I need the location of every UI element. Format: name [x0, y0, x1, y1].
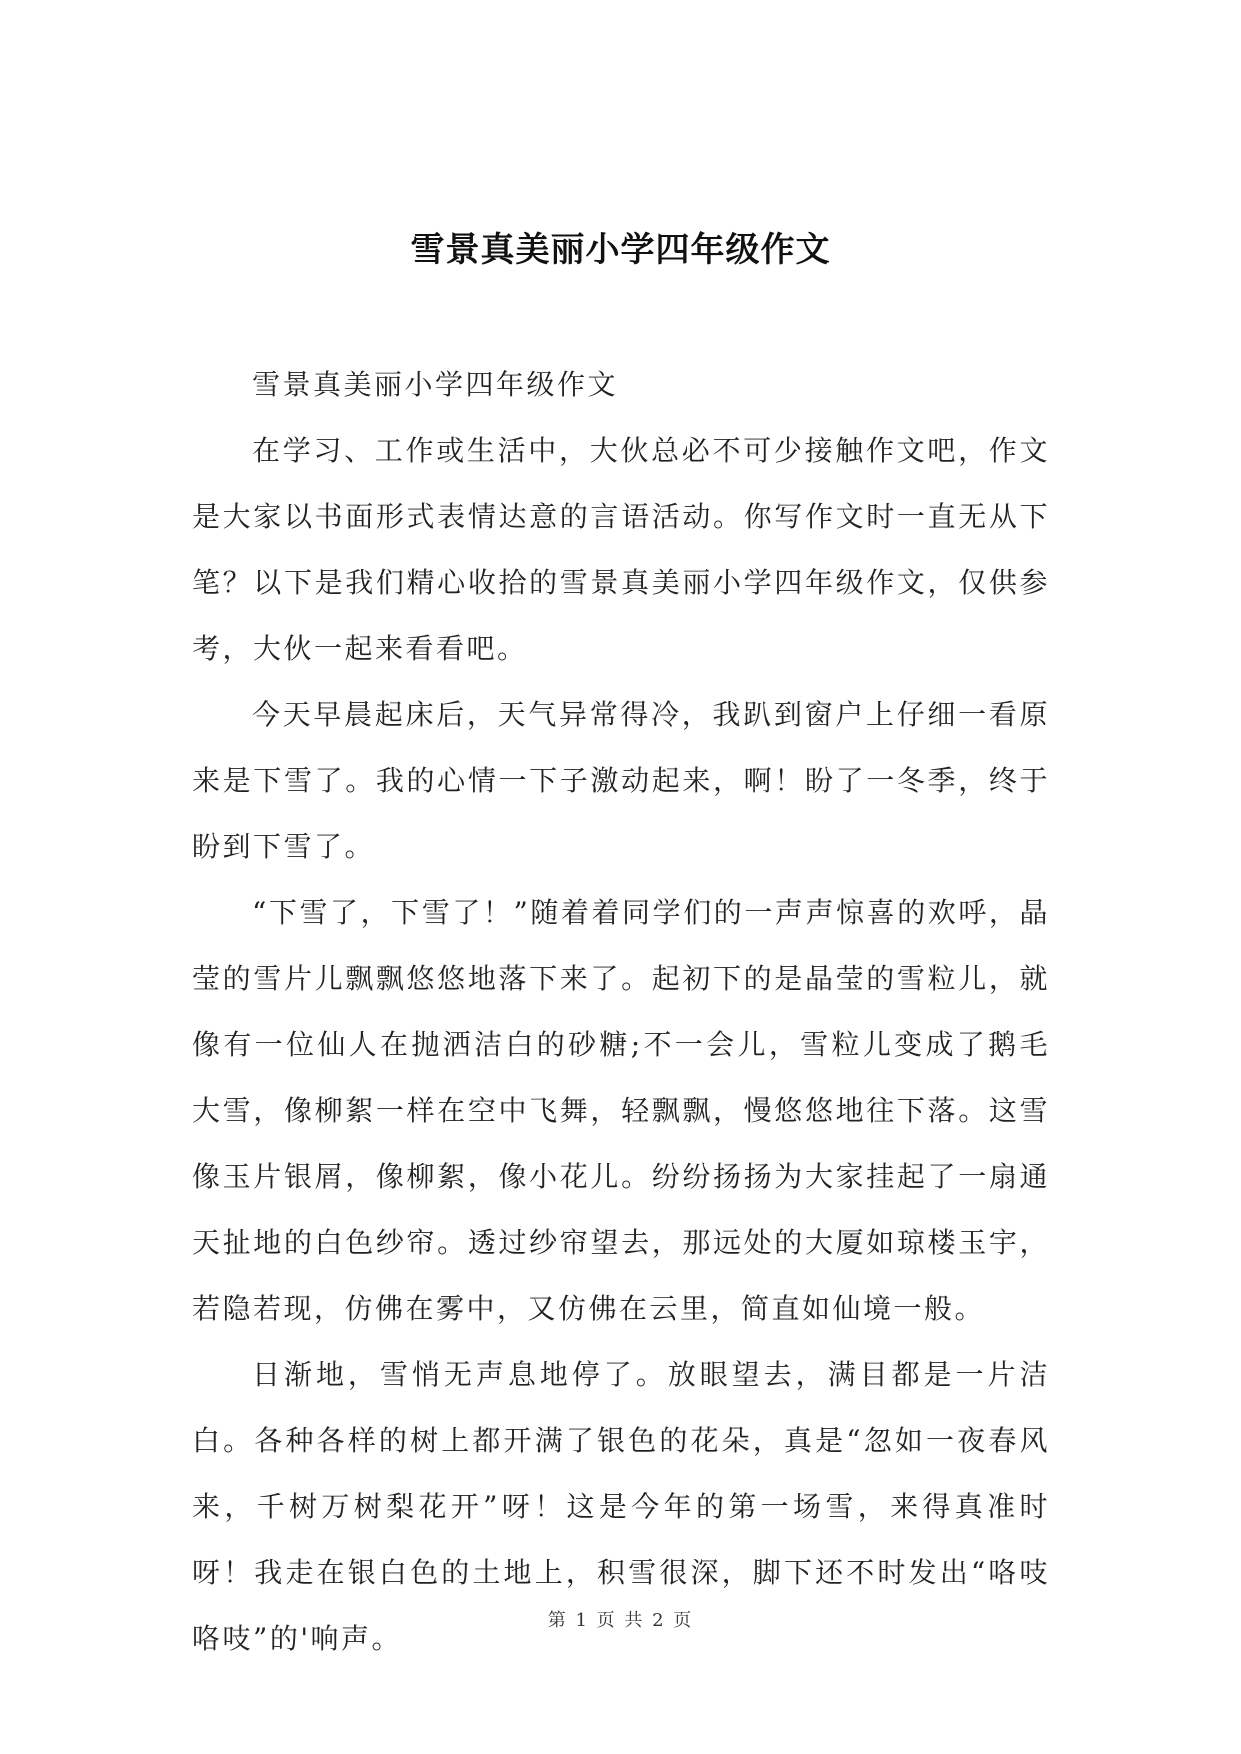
- document-body: [192, 352, 1050, 1672]
- paragraph-intro: 在学习、工作或生活中，大伙总必不可少接触作文吧，作文是大家以书面形式表情达意的言语活动。你写作文时一直无从下笔？以下是我们精心收拾的雪景真美丽小学四年级作文，仅供参考，大伙一起来看看吧。: [192, 434, 1050, 665]
- page-number-footer: 第 1 页 共 2 页: [547, 1610, 694, 1631]
- paragraph-after-snow: 日渐地，雪悄无声息地停了。放眼望去，满目都是一片洁白。各种各样的树上都开满了银色的花朵，真是“忽如一夜春风来，千树万树梨花开”呀！这是今年的第一场雪，来得真准时呀！我走在银白色的土地上，积雪很深，脚下还不时发出“咯吱咯吱”的'响声。: [192, 1358, 1050, 1655]
- document-title: 雪景真美丽小学四年级作文: [410, 230, 831, 270]
- paragraph-morning: 今天早晨起床后，天气异常得冷，我趴到窗户上仔细一看原来是下雪了。我的心情一下子激动起来，啊！盼了一冬季，终于盼到下雪了。: [192, 698, 1050, 863]
- paragraph-subtitle: 雪景真美丽小学四年级作文: [252, 368, 619, 401]
- paragraph-snowfall: “下雪了，下雪了！”随着着同学们的一声声惊喜的欢呼，晶莹的雪片儿飘飘悠悠地落下来了。起初下的是晶莹的雪粒儿，就像有一位仙人在抛洒洁白的砂糖;不一会儿，雪粒儿变成了鹅毛大雪，像柳絮一样在空中飞舞，轻飘飘，慢悠悠地往下落。这雪像玉片银屑，像柳絮，像小花儿。纷纷扬扬为大家挂起了一扇通天扯地的白色纱帘。透过纱帘望去，那远处的大厦如琼楼玉宇，若隐若现，仿佛在雾中，又仿佛在云里，简直如仙境一般。: [192, 896, 1050, 1325]
